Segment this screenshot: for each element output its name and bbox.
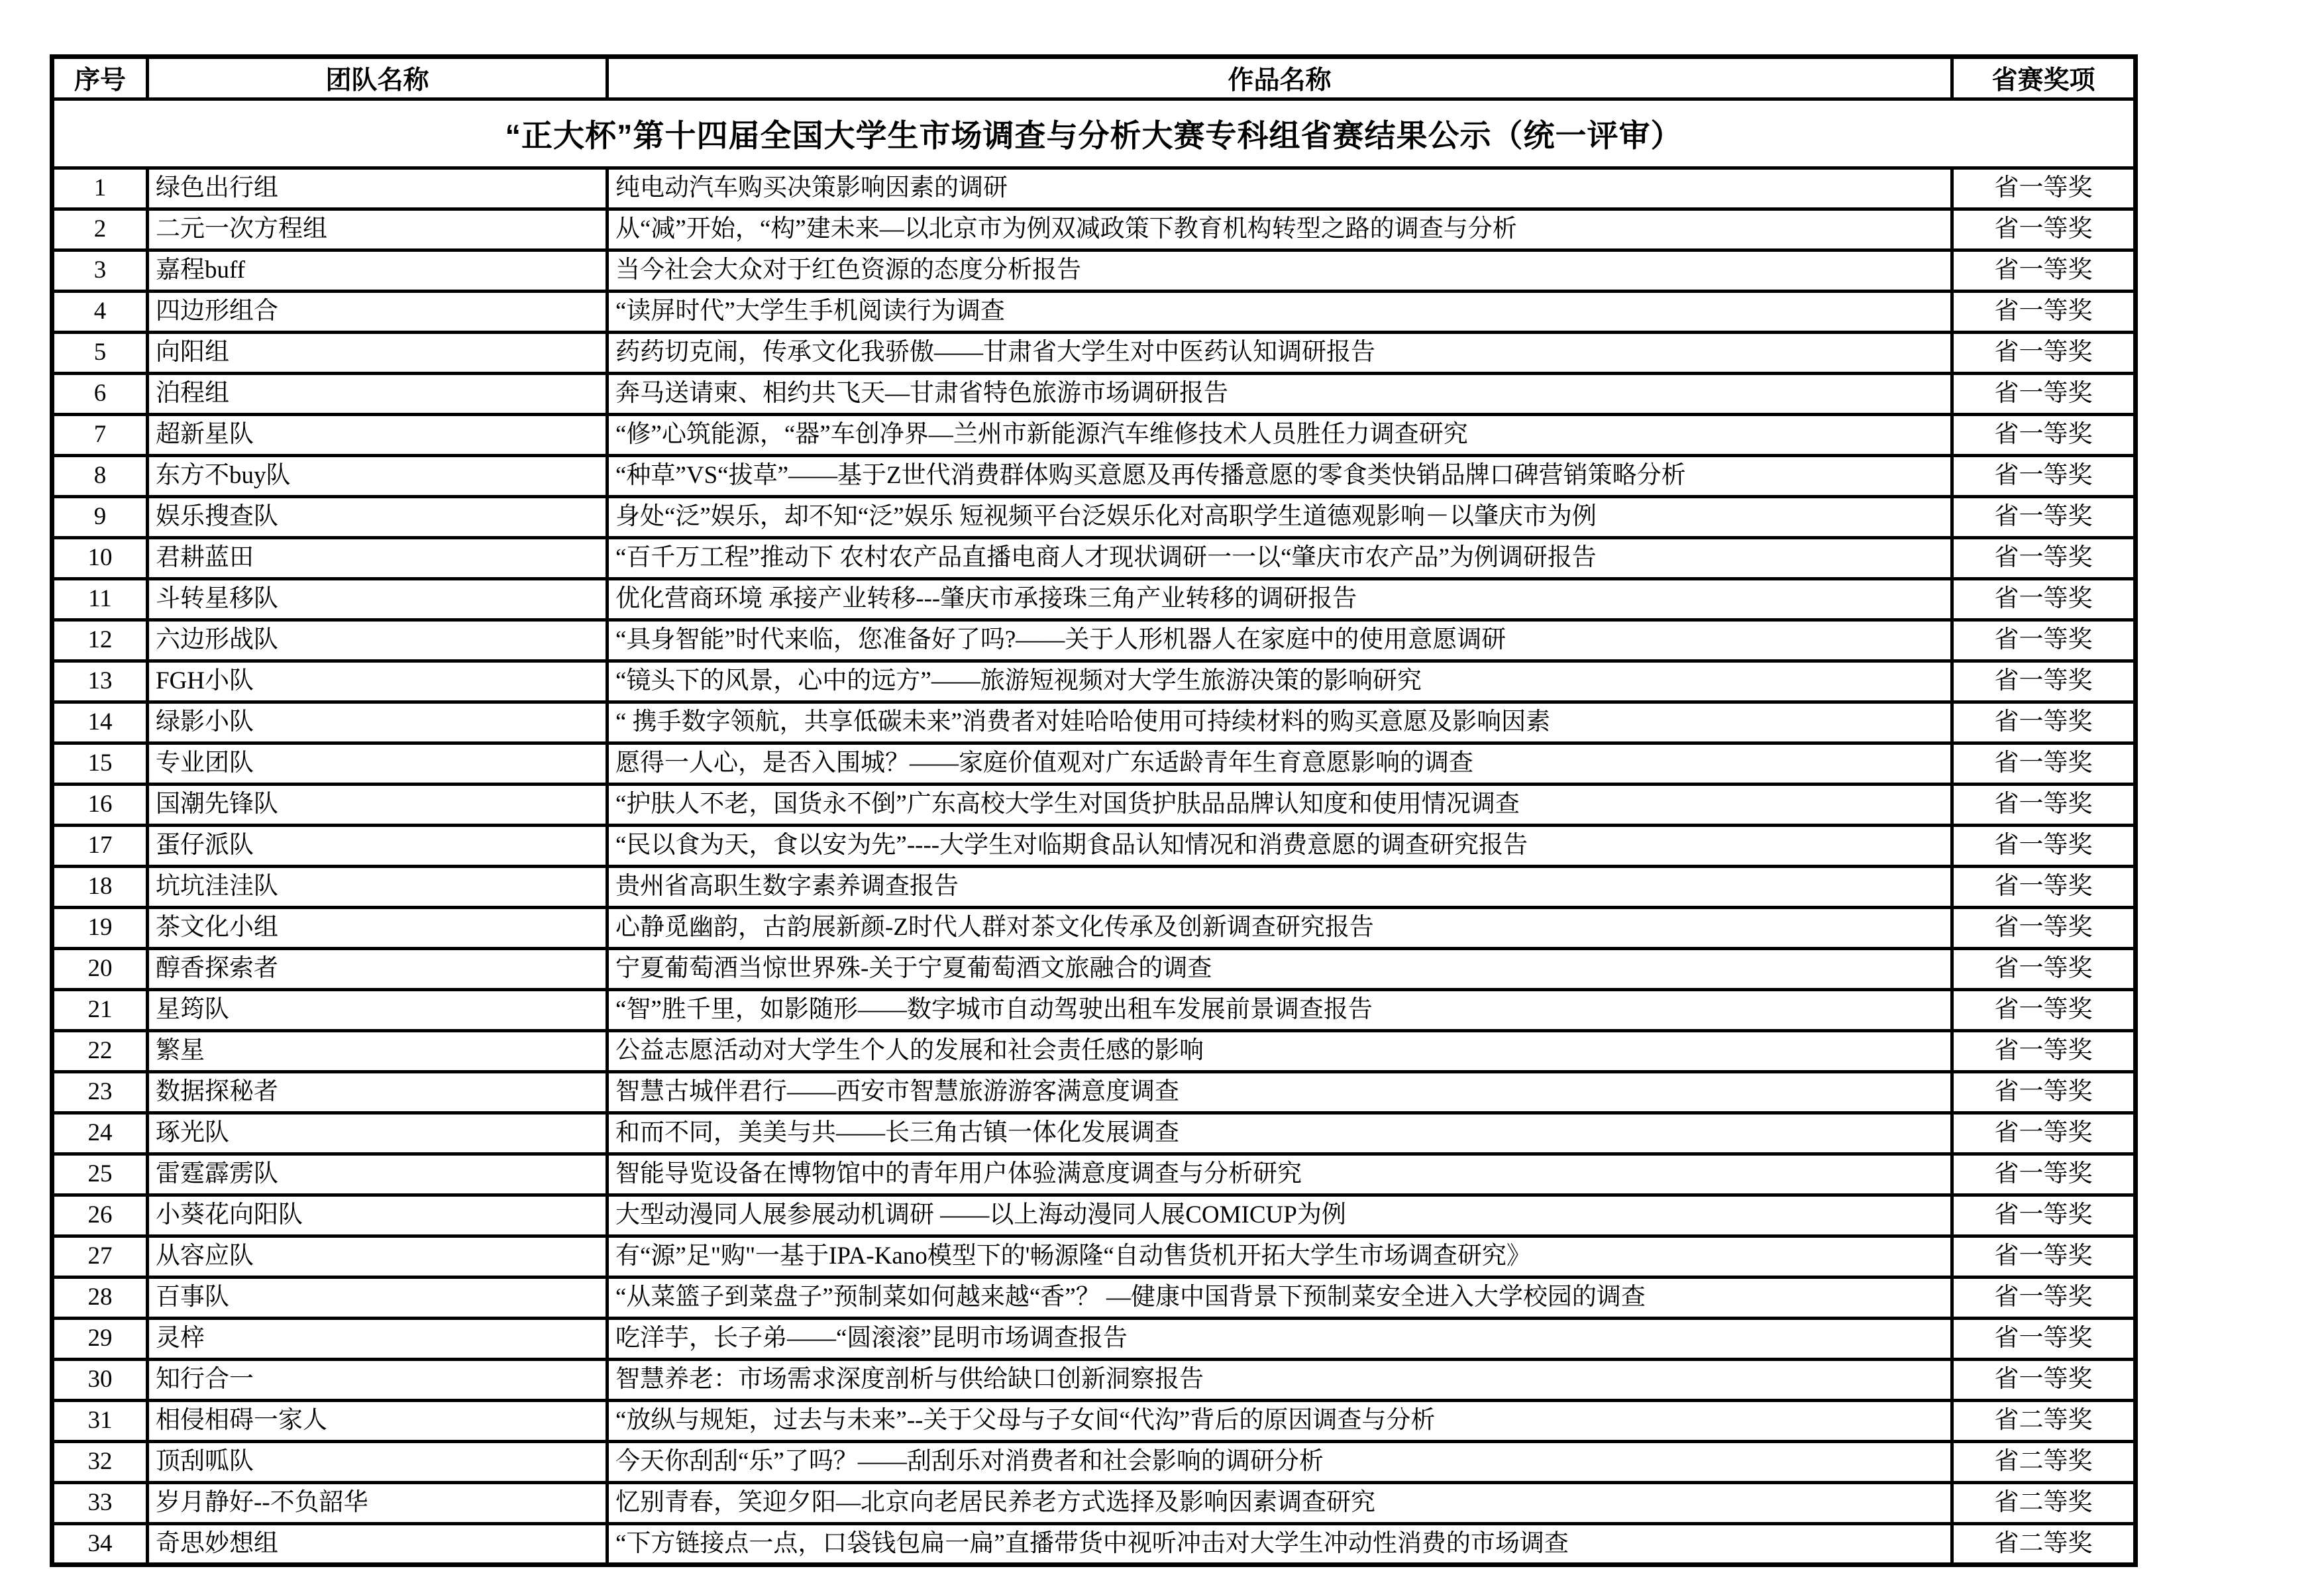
work-title-cell: “镜头下的风景，心中的远方”——旅游短视频对大学生旅游决策的影响研究 bbox=[607, 661, 1952, 702]
team-name-cell: 二元一次方程组 bbox=[148, 209, 607, 250]
row-number-cell: 2 bbox=[52, 209, 148, 250]
work-title-cell: 宁夏葡萄酒当惊世界殊-关于宁夏葡萄酒文旅融合的调查 bbox=[607, 949, 1952, 990]
team-name-cell: 泊程组 bbox=[148, 374, 607, 415]
team-name-cell: 四边形组合 bbox=[148, 292, 607, 333]
table-row bbox=[52, 579, 2136, 620]
team-name-cell: 坑坑洼洼队 bbox=[148, 867, 607, 908]
row-number-cell: 26 bbox=[52, 1195, 148, 1236]
award-cell: 省一等奖 bbox=[1952, 1113, 2136, 1154]
work-title-cell: 贵州省高职生数字素养调查报告 bbox=[607, 867, 1952, 908]
team-name-cell: 小葵花向阳队 bbox=[148, 1195, 607, 1236]
row-number-cell: 17 bbox=[52, 826, 148, 867]
table-row bbox=[52, 661, 2136, 702]
row-number-cell: 19 bbox=[52, 908, 148, 949]
work-title-cell: 优化营商环境 承接产业转移---肇庆市承接珠三角产业转移的调研报告 bbox=[607, 579, 1952, 620]
award-cell: 省一等奖 bbox=[1952, 1195, 2136, 1236]
table-row bbox=[52, 415, 2136, 456]
award-cell: 省一等奖 bbox=[1952, 415, 2136, 456]
award-cell: 省一等奖 bbox=[1952, 908, 2136, 949]
row-number-cell: 33 bbox=[52, 1483, 148, 1524]
team-name-cell: 雷霆霹雳队 bbox=[148, 1154, 607, 1195]
table-row bbox=[52, 374, 2136, 415]
table-row bbox=[52, 702, 2136, 743]
work-title-cell: 当今社会大众对于红色资源的态度分析报告 bbox=[607, 250, 1952, 292]
team-name-cell: 顶刮呱队 bbox=[148, 1442, 607, 1483]
table-row bbox=[52, 1195, 2136, 1236]
work-title-cell: 智慧古城伴君行——西安市智慧旅游游客满意度调查 bbox=[607, 1072, 1952, 1113]
row-number-cell: 27 bbox=[52, 1236, 148, 1278]
header-team-name: 团队名称 bbox=[148, 57, 607, 99]
team-name-cell: 数据探秘者 bbox=[148, 1072, 607, 1113]
award-cell: 省二等奖 bbox=[1952, 1524, 2136, 1565]
table-row bbox=[52, 209, 2136, 250]
work-title-cell: “民以食为天，食以安为先”----大学生对临期食品认知情况和消费意愿的调查研究报告 bbox=[607, 826, 1952, 867]
award-cell: 省一等奖 bbox=[1952, 250, 2136, 292]
team-name-cell: 专业团队 bbox=[148, 743, 607, 785]
award-cell: 省一等奖 bbox=[1952, 456, 2136, 497]
team-name-cell: 六边形战队 bbox=[148, 620, 607, 661]
work-title-cell: 吃洋芋，长子弟——“圆滚滚”昆明市场调查报告 bbox=[607, 1319, 1952, 1360]
award-cell: 省一等奖 bbox=[1952, 867, 2136, 908]
table-row bbox=[52, 1442, 2136, 1483]
team-name-cell: 嘉程buff bbox=[148, 250, 607, 292]
header-work-name: 作品名称 bbox=[607, 57, 1952, 99]
table-row bbox=[52, 1360, 2136, 1401]
team-name-cell: 东方不buy队 bbox=[148, 456, 607, 497]
title-row bbox=[52, 99, 2136, 168]
row-number-cell: 21 bbox=[52, 990, 148, 1031]
table-row bbox=[52, 292, 2136, 333]
work-title-cell: 心静觅幽韵，古韵展新颜-Z时代人群对茶文化传承及创新调查研究报告 bbox=[607, 908, 1952, 949]
award-cell: 省一等奖 bbox=[1952, 497, 2136, 538]
team-name-cell: 琢光队 bbox=[148, 1113, 607, 1154]
work-title-cell: “下方链接点一点，口袋钱包扁一扁”直播带货中视听冲击对大学生冲动性消费的市场调查 bbox=[607, 1524, 1952, 1565]
row-number-cell: 13 bbox=[52, 661, 148, 702]
row-number-cell: 7 bbox=[52, 415, 148, 456]
table-row bbox=[52, 826, 2136, 867]
row-number-cell: 32 bbox=[52, 1442, 148, 1483]
row-number-cell: 34 bbox=[52, 1524, 148, 1565]
award-cell: 省二等奖 bbox=[1952, 1483, 2136, 1524]
team-name-cell: 知行合一 bbox=[148, 1360, 607, 1401]
award-cell: 省一等奖 bbox=[1952, 990, 2136, 1031]
work-title-cell: “百千万工程”推动下 农村农产品直播电商人才现状调研一一以“肇庆市农产品”为例调研报告 bbox=[607, 538, 1952, 579]
row-number-cell: 25 bbox=[52, 1154, 148, 1195]
table-row bbox=[52, 785, 2136, 826]
work-title-cell: 忆别青春，笑迎夕阳—北京向老居民养老方式选择及影响因素调查研究 bbox=[607, 1483, 1952, 1524]
table-row bbox=[52, 1319, 2136, 1360]
table-row bbox=[52, 1072, 2136, 1113]
row-number-cell: 31 bbox=[52, 1401, 148, 1442]
award-cell: 省一等奖 bbox=[1952, 1154, 2136, 1195]
team-name-cell: 娱乐搜查队 bbox=[148, 497, 607, 538]
award-cell: 省一等奖 bbox=[1952, 579, 2136, 620]
row-number-cell: 15 bbox=[52, 743, 148, 785]
work-title-cell: 大型动漫同人展参展动机调研 ——以上海动漫同人展COMICUP为例 bbox=[607, 1195, 1952, 1236]
row-number-cell: 4 bbox=[52, 292, 148, 333]
header-number: 序号 bbox=[52, 57, 148, 99]
award-cell: 省二等奖 bbox=[1952, 1401, 2136, 1442]
row-number-cell: 24 bbox=[52, 1113, 148, 1154]
row-number-cell: 10 bbox=[52, 538, 148, 579]
table-row bbox=[52, 1483, 2136, 1524]
table-row bbox=[52, 168, 2136, 209]
work-title-cell: “从菜篮子到菜盘子”预制菜如何越来越“香”？ —健康中国背景下预制菜安全进入大学校园的调查 bbox=[607, 1278, 1952, 1319]
team-name-cell: 星筠队 bbox=[148, 990, 607, 1031]
header-award: 省赛奖项 bbox=[1952, 57, 2136, 99]
award-cell: 省一等奖 bbox=[1952, 209, 2136, 250]
work-title-cell: “放纵与规矩，过去与未来”--关于父母与子女间“代沟”背后的原因调查与分析 bbox=[607, 1401, 1952, 1442]
award-cell: 省一等奖 bbox=[1952, 1360, 2136, 1401]
work-title-cell: “具身智能”时代来临，您准备好了吗?——关于人形机器人在家庭中的使用意愿调研 bbox=[607, 620, 1952, 661]
table-row bbox=[52, 990, 2136, 1031]
row-number-cell: 28 bbox=[52, 1278, 148, 1319]
team-name-cell: 君耕蓝田 bbox=[148, 538, 607, 579]
work-title-cell: “修”心筑能源，“器”车创净界—兰州市新能源汽车维修技术人员胜任力调查研究 bbox=[607, 415, 1952, 456]
award-cell: 省一等奖 bbox=[1952, 1031, 2136, 1072]
award-cell: 省一等奖 bbox=[1952, 620, 2136, 661]
row-number-cell: 12 bbox=[52, 620, 148, 661]
row-number-cell: 1 bbox=[52, 168, 148, 209]
team-name-cell: 相侵相碍一家人 bbox=[148, 1401, 607, 1442]
award-cell: 省一等奖 bbox=[1952, 826, 2136, 867]
team-name-cell: 绿色出行组 bbox=[148, 168, 607, 209]
work-title-cell: 今天你刮刮“乐”了吗？——刮刮乐对消费者和社会影响的调研分析 bbox=[607, 1442, 1952, 1483]
work-title-cell: 智慧养老：市场需求深度剖析与供给缺口创新洞察报告 bbox=[607, 1360, 1952, 1401]
table-header bbox=[52, 57, 2136, 99]
award-cell: 省一等奖 bbox=[1952, 785, 2136, 826]
work-title-cell: 药药切克闹，传承文化我骄傲——甘肃省大学生对中医药认知调研报告 bbox=[607, 333, 1952, 374]
table-row bbox=[52, 908, 2136, 949]
row-number-cell: 18 bbox=[52, 867, 148, 908]
award-cell: 省一等奖 bbox=[1952, 1278, 2136, 1319]
work-title-cell: 奔马送请柬、相约共飞天—甘肃省特色旅游市场调研报告 bbox=[607, 374, 1952, 415]
table-row bbox=[52, 1401, 2136, 1442]
table-row bbox=[52, 743, 2136, 785]
team-name-cell: 国潮先锋队 bbox=[148, 785, 607, 826]
row-number-cell: 23 bbox=[52, 1072, 148, 1113]
table-row bbox=[52, 867, 2136, 908]
work-title-cell: “种草”VS“拔草”——基于Z世代消费群体购买意愿及再传播意愿的零食类快销品牌口碑营销策略分析 bbox=[607, 456, 1952, 497]
team-name-cell: 超新星队 bbox=[148, 415, 607, 456]
row-number-cell: 3 bbox=[52, 250, 148, 292]
table-row bbox=[52, 497, 2136, 538]
row-number-cell: 6 bbox=[52, 374, 148, 415]
team-name-cell: 醇香探索者 bbox=[148, 949, 607, 990]
page-title: “正大杯”第十四届全国大学生市场调查与分析大赛专科组省赛结果公示（统一评审） bbox=[52, 99, 2136, 168]
row-number-cell: 20 bbox=[52, 949, 148, 990]
work-title-cell: 身处“泛”娱乐，却不知“泛”娱乐 短视频平台泛娱乐化对高职学生道德观影响－以肇庆市为例 bbox=[607, 497, 1952, 538]
row-number-cell: 29 bbox=[52, 1319, 148, 1360]
row-number-cell: 11 bbox=[52, 579, 148, 620]
award-cell: 省一等奖 bbox=[1952, 702, 2136, 743]
work-title-cell: “ 携手数字领航，共享低碳未来”消费者对娃哈哈使用可持续材料的购买意愿及影响因素 bbox=[607, 702, 1952, 743]
award-cell: 省一等奖 bbox=[1952, 949, 2136, 990]
row-number-cell: 8 bbox=[52, 456, 148, 497]
award-cell: 省一等奖 bbox=[1952, 743, 2136, 785]
table-row bbox=[52, 456, 2136, 497]
team-name-cell: FGH小队 bbox=[148, 661, 607, 702]
team-name-cell: 灵梓 bbox=[148, 1319, 607, 1360]
work-title-cell: 纯电动汽车购买决策影响因素的调研 bbox=[607, 168, 1952, 209]
work-title-cell: 从“减”开始，“构”建未来—以北京市为例双减政策下教育机构转型之路的调查与分析 bbox=[607, 209, 1952, 250]
team-name-cell: 岁月静好--不负韶华 bbox=[148, 1483, 607, 1524]
table-row bbox=[52, 250, 2136, 292]
work-title-cell: 和而不同，美美与共——长三角古镇一体化发展调查 bbox=[607, 1113, 1952, 1154]
award-cell: 省一等奖 bbox=[1952, 1236, 2136, 1278]
table-row bbox=[52, 1154, 2136, 1195]
table-row bbox=[52, 1278, 2136, 1319]
table-row bbox=[52, 949, 2136, 990]
row-number-cell: 14 bbox=[52, 702, 148, 743]
table-row bbox=[52, 538, 2136, 579]
results-table bbox=[50, 54, 2138, 1567]
row-number-cell: 5 bbox=[52, 333, 148, 374]
award-cell: 省一等奖 bbox=[1952, 538, 2136, 579]
award-cell: 省二等奖 bbox=[1952, 1442, 2136, 1483]
work-title-cell: “读屏时代”大学生手机阅读行为调查 bbox=[607, 292, 1952, 333]
award-cell: 省一等奖 bbox=[1952, 292, 2136, 333]
row-number-cell: 16 bbox=[52, 785, 148, 826]
table-row bbox=[52, 1524, 2136, 1565]
row-number-cell: 30 bbox=[52, 1360, 148, 1401]
award-cell: 省一等奖 bbox=[1952, 374, 2136, 415]
table-row bbox=[52, 1113, 2136, 1154]
table-row bbox=[52, 333, 2136, 374]
team-name-cell: 茶文化小组 bbox=[148, 908, 607, 949]
team-name-cell: 繁星 bbox=[148, 1031, 607, 1072]
results-table-body bbox=[52, 168, 2136, 1565]
team-name-cell: 绿影小队 bbox=[148, 702, 607, 743]
work-title-cell: “智”胜千里，如影随形——数字城市自动驾驶出租车发展前景调查报告 bbox=[607, 990, 1952, 1031]
work-title-cell: 愿得一人心，是否入围城？——家庭价值观对广东适龄青年生育意愿影响的调查 bbox=[607, 743, 1952, 785]
work-title-cell: 公益志愿活动对大学生个人的发展和社会责任感的影响 bbox=[607, 1031, 1952, 1072]
award-cell: 省一等奖 bbox=[1952, 333, 2136, 374]
award-cell: 省一等奖 bbox=[1952, 661, 2136, 702]
row-number-cell: 9 bbox=[52, 497, 148, 538]
award-cell: 省一等奖 bbox=[1952, 168, 2136, 209]
team-name-cell: 从容应队 bbox=[148, 1236, 607, 1278]
award-cell: 省一等奖 bbox=[1952, 1072, 2136, 1113]
team-name-cell: 蛋仔派队 bbox=[148, 826, 607, 867]
work-title-cell: 有“源”足"购"一基于IPA-Kano模型下的'畅源隆“自动售货机开拓大学生市场调查研究》 bbox=[607, 1236, 1952, 1278]
work-title-cell: 智能导览设备在博物馆中的青年用户体验满意度调查与分析研究 bbox=[607, 1154, 1952, 1195]
table-row bbox=[52, 620, 2136, 661]
award-cell: 省一等奖 bbox=[1952, 1319, 2136, 1360]
team-name-cell: 奇思妙想组 bbox=[148, 1524, 607, 1565]
row-number-cell: 22 bbox=[52, 1031, 148, 1072]
team-name-cell: 斗转星移队 bbox=[148, 579, 607, 620]
work-title-cell: “护肤人不老，国货永不倒”广东高校大学生对国货护肤品品牌认知度和使用情况调查 bbox=[607, 785, 1952, 826]
table-row bbox=[52, 1031, 2136, 1072]
team-name-cell: 百事队 bbox=[148, 1278, 607, 1319]
table-row bbox=[52, 1236, 2136, 1278]
team-name-cell: 向阳组 bbox=[148, 333, 607, 374]
